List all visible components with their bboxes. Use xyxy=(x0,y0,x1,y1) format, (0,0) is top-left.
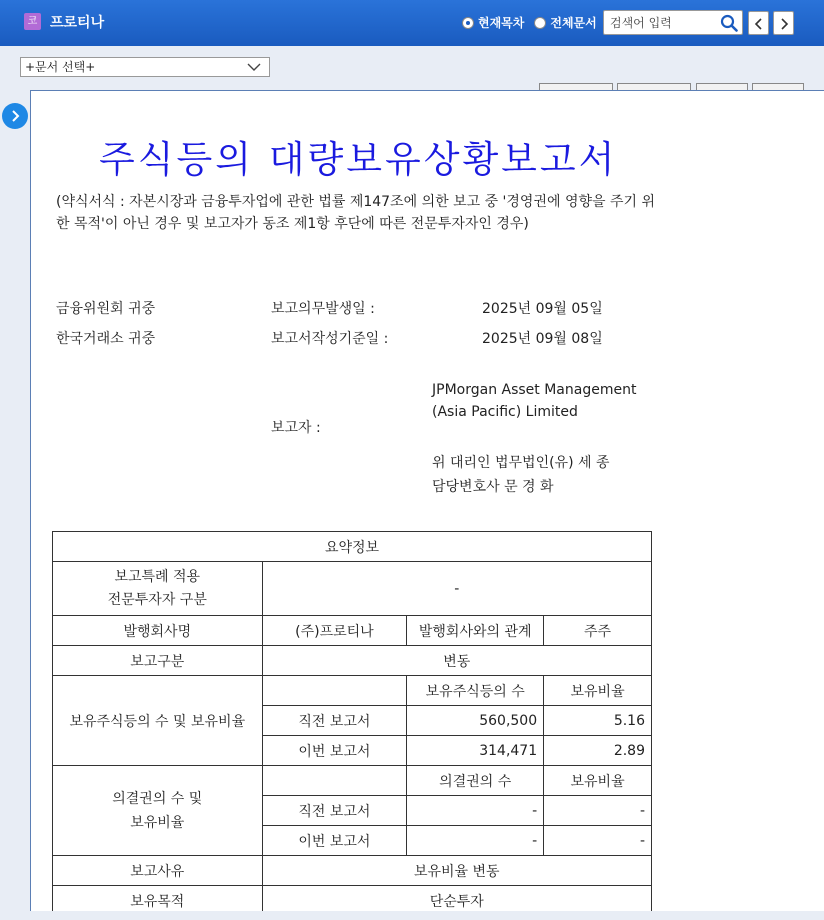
document-subtitle: (약식서식 : 자본시장과 금융투자업에 관한 법률 제147조에 의한 보고 중 '경영권에 영향을 주기 위한 목적'이 아닌 경우 및 보고자가 동조 제1항 후단에 따른 전문투자자인 경우) xyxy=(56,194,655,232)
table-row xyxy=(53,856,652,886)
special-label-line2: 전문투자자 구분 xyxy=(107,591,207,608)
base-date-label: 보고서작성기준일 : xyxy=(271,331,389,347)
search-box xyxy=(603,10,743,35)
chevron-right-icon xyxy=(10,110,20,122)
chevron-right-icon xyxy=(779,18,789,30)
voting-label xyxy=(53,766,263,856)
reporter-label: 보고자 : xyxy=(271,420,321,436)
voting-label-line2: 보유비율 xyxy=(130,814,185,831)
duty-date-value: 2025년 09월 05일 xyxy=(482,301,603,317)
purpose-value: 단순투자 xyxy=(262,886,651,912)
voting-prev-label: 직전 보고서 xyxy=(262,796,407,826)
search-icon[interactable] xyxy=(720,14,738,32)
holdings-col1: 보유주식등의 수 xyxy=(407,676,544,706)
voting-curr-ratio: - xyxy=(544,826,652,856)
recipient-fsc: 금융위원회 귀중 xyxy=(56,301,156,317)
holdings-col2: 보유비율 xyxy=(544,676,652,706)
summary-heading: 요약정보 xyxy=(53,532,652,562)
duty-date-label: 보고의무발생일 : xyxy=(271,301,375,317)
relation-label: 발행회사와의 관계 xyxy=(407,616,544,646)
document-viewer xyxy=(30,90,824,911)
issuer-label: 발행회사명 xyxy=(53,616,263,646)
voting-label-line1: 의결권의 수 및 xyxy=(112,790,203,807)
document-title: 주식등의 대량보유상황보고서 xyxy=(99,138,618,181)
issuer-value: (주)프로티나 xyxy=(262,616,407,646)
table-row xyxy=(53,766,652,796)
prev-result-button[interactable] xyxy=(748,11,769,35)
radio-current-toc-label[interactable]: 현재목차 xyxy=(478,16,525,30)
voting-prev-ratio: - xyxy=(544,796,652,826)
table-row xyxy=(53,616,652,646)
voting-curr-count: - xyxy=(407,826,544,856)
next-result-button[interactable] xyxy=(773,11,794,35)
prev-report-label: 직전 보고서 xyxy=(262,706,407,736)
sidebar-toggle-button[interactable] xyxy=(2,103,28,129)
table-row xyxy=(53,646,652,676)
prev-ratio: 5.16 xyxy=(544,706,652,736)
prev-count: 560,500 xyxy=(407,706,544,736)
special-value: - xyxy=(262,562,651,616)
radio-all-docs[interactable] xyxy=(534,17,546,29)
table-row xyxy=(53,886,652,912)
special-label-line1: 보고특례 적용 xyxy=(114,568,201,585)
reason-label: 보고사유 xyxy=(53,856,263,886)
agent-line1: 위 대리인 법무법인(유) 세 종 xyxy=(432,455,610,471)
voting-curr-label: 이번 보고서 xyxy=(262,826,407,856)
app-name: 프로티나 xyxy=(50,15,105,31)
type-label: 보고구분 xyxy=(53,646,263,676)
voting-prev-count: - xyxy=(407,796,544,826)
purpose-label: 보유목적 xyxy=(53,886,263,912)
top-bar xyxy=(0,0,824,46)
summary-table xyxy=(52,531,652,911)
voting-empty-cell xyxy=(262,766,407,796)
table-row xyxy=(53,532,652,562)
table-row xyxy=(53,676,652,706)
radio-all-docs-label[interactable]: 전체문서 xyxy=(550,16,597,30)
document-select[interactable] xyxy=(20,57,270,77)
reporter-name-line1: JPMorgan Asset Management xyxy=(432,382,637,398)
table-row xyxy=(53,562,652,616)
reason-value: 보유비율 변동 xyxy=(262,856,651,886)
reporter-name-line2: (Asia Pacific) Limited xyxy=(432,404,578,420)
curr-report-label: 이번 보고서 xyxy=(262,736,407,766)
radio-current-toc[interactable] xyxy=(462,17,474,29)
agent-line2: 담당변호사 문 경 화 xyxy=(432,479,554,495)
search-input[interactable] xyxy=(610,13,714,32)
voting-col1: 의결권의 수 xyxy=(407,766,544,796)
chevron-down-icon xyxy=(247,62,261,72)
app-logo-icon: 코 xyxy=(24,13,41,30)
base-date-value: 2025년 09월 08일 xyxy=(482,331,603,347)
voting-col2: 보유비율 xyxy=(544,766,652,796)
scope-radio-group xyxy=(462,14,607,31)
recipient-krx: 한국거래소 귀중 xyxy=(56,331,156,347)
type-value: 변동 xyxy=(262,646,651,676)
special-label xyxy=(53,562,263,616)
curr-ratio: 2.89 xyxy=(544,736,652,766)
holdings-label: 보유주식등의 수 및 보유비율 xyxy=(53,676,263,766)
curr-count: 314,471 xyxy=(407,736,544,766)
document-select-value: +문서 선택+ xyxy=(25,60,96,74)
holdings-empty-cell xyxy=(262,676,407,706)
chevron-left-icon xyxy=(754,18,764,30)
relation-value: 주주 xyxy=(544,616,652,646)
